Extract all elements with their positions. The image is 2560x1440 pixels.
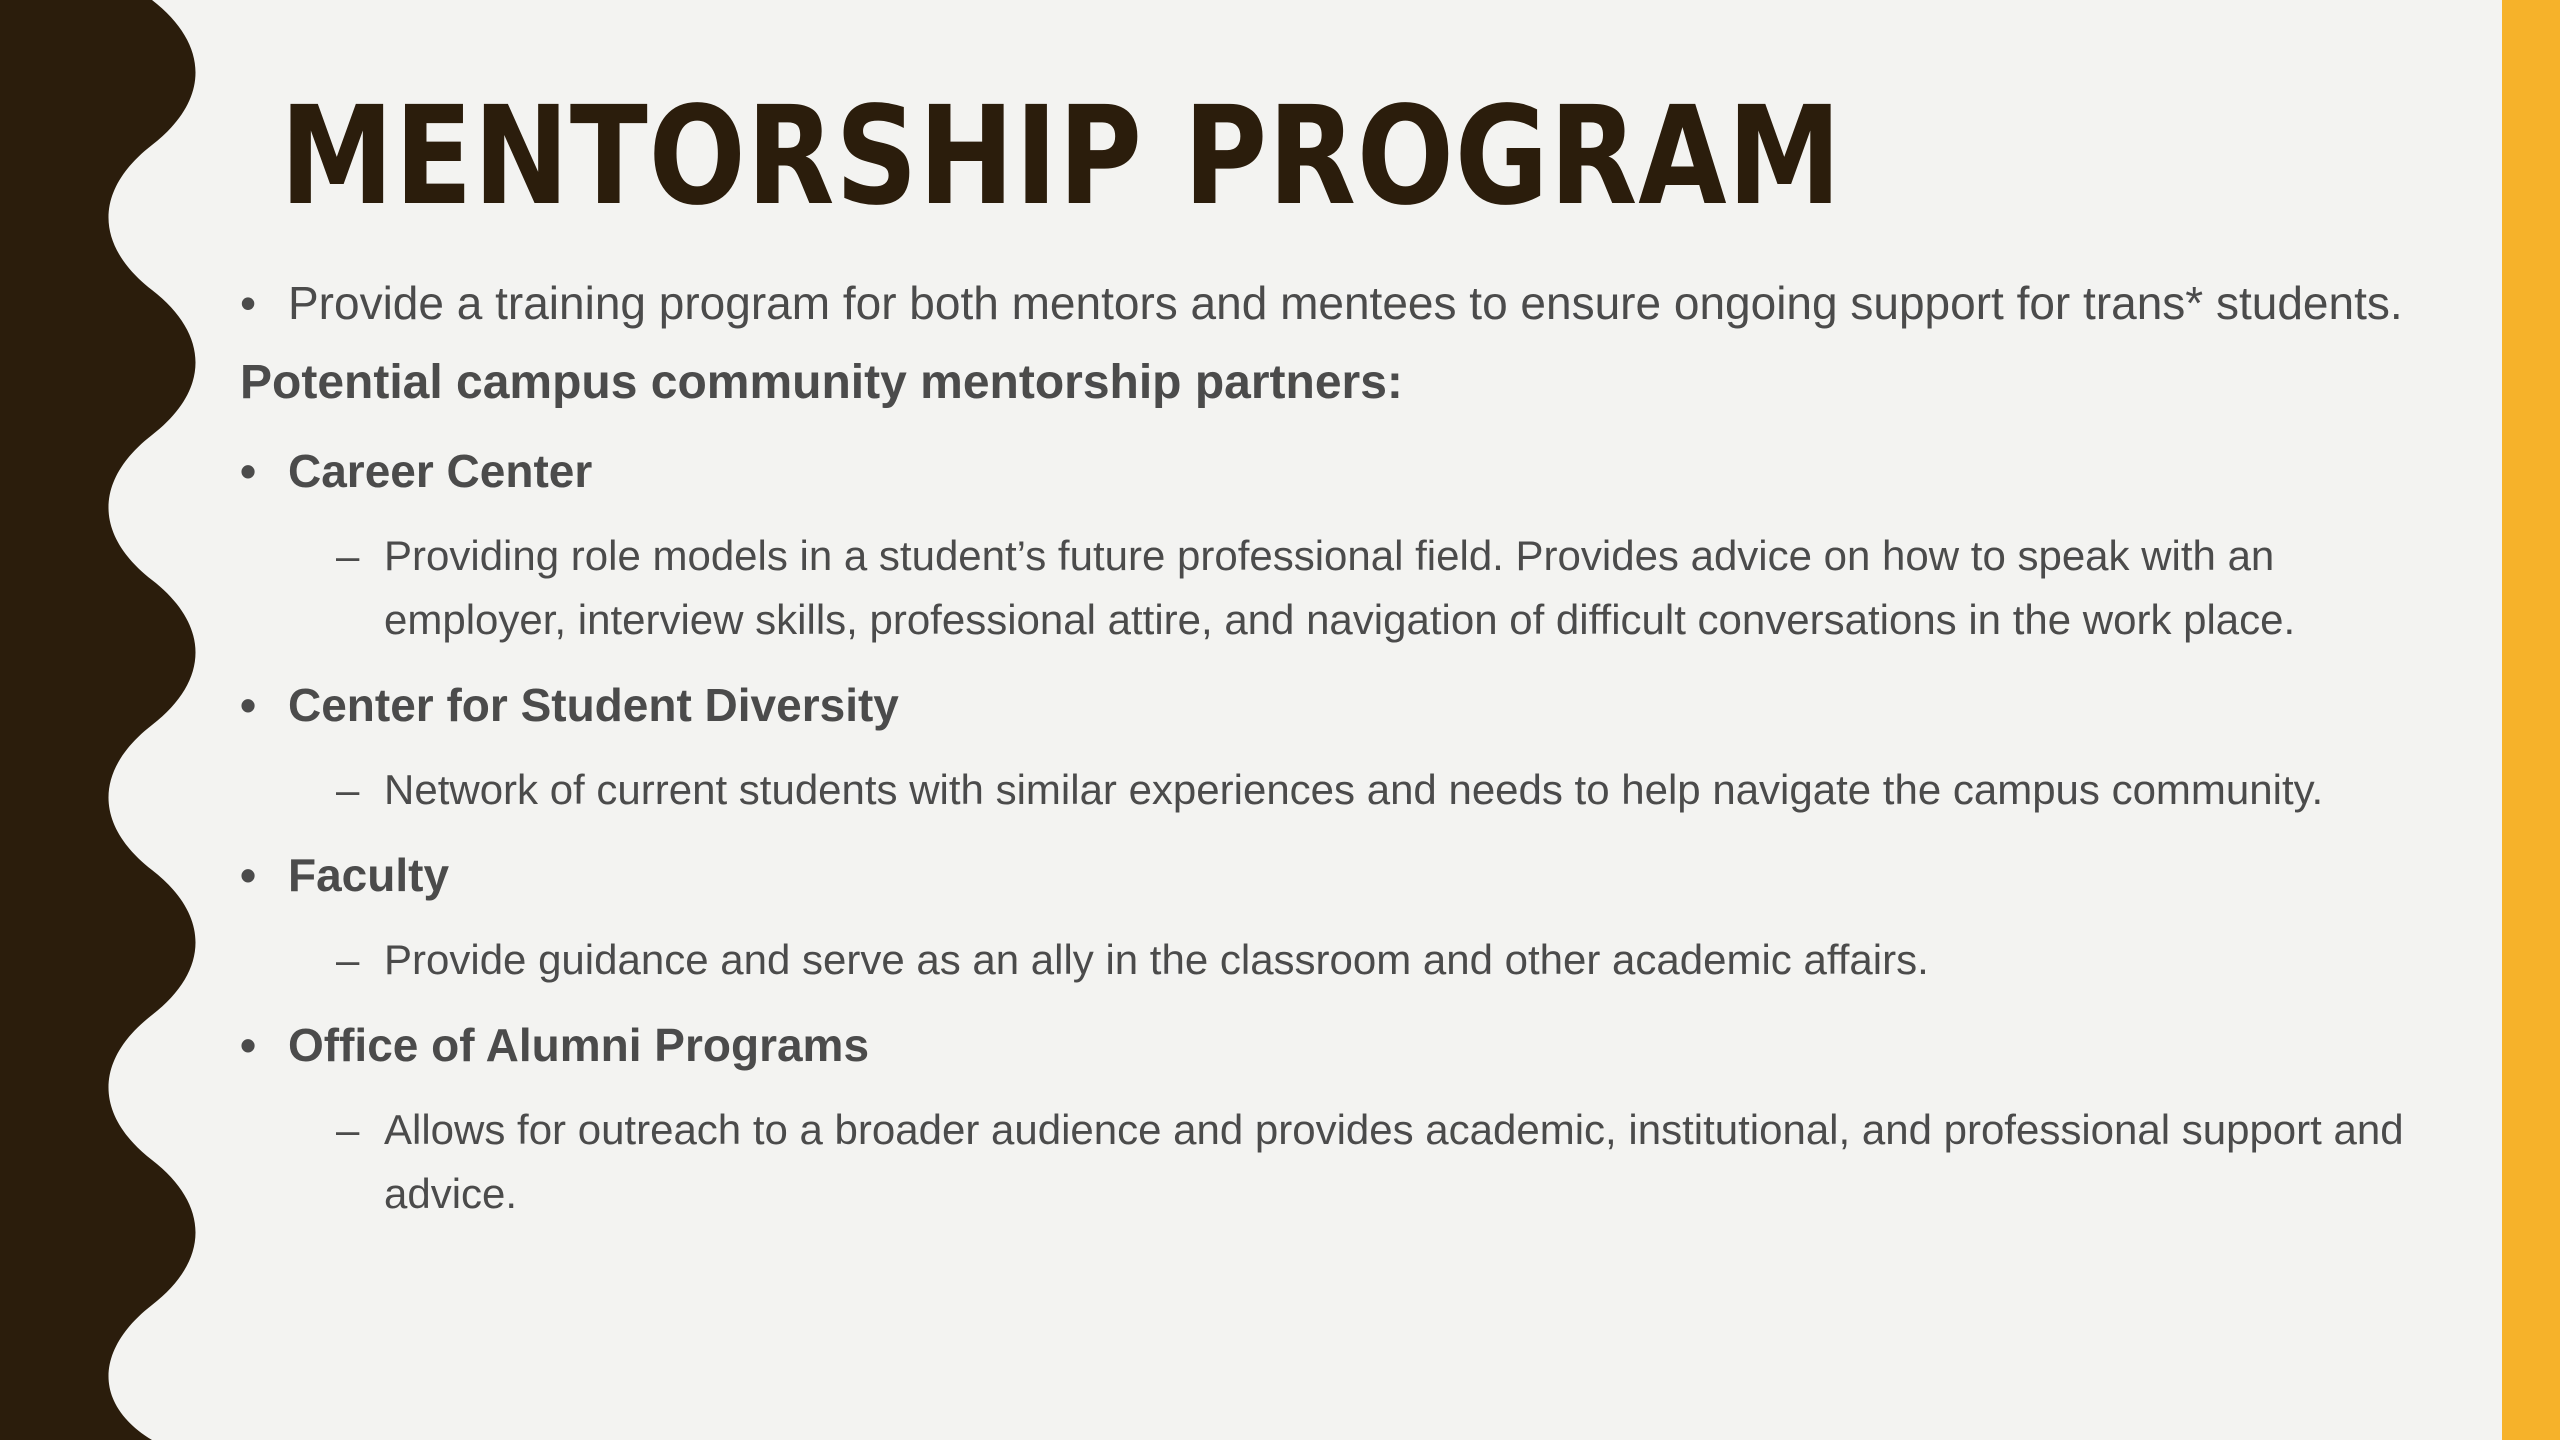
bullet-dot: •: [240, 277, 257, 329]
partner-description: [240, 928, 2450, 992]
partner-name: Center for Student Diversity: [288, 679, 899, 731]
bullet-dot: •: [240, 445, 257, 497]
partner-name: Career Center: [288, 445, 593, 497]
bullet-dot: •: [240, 679, 257, 731]
left-wave-band: [0, 0, 200, 1440]
dash-marker: –: [336, 936, 360, 983]
partners-heading: Potential campus community mentorship partners:: [240, 356, 1403, 409]
partner-description-text: Providing role models in a student’s future professional field. Provides advice on how to speak with an employer, interview skills, professional attire, and navigation of difficult conversations in the work place.: [384, 532, 2296, 643]
slide-title: MENTORSHIP PROGRAM: [280, 78, 1842, 236]
dash-marker: –: [336, 766, 360, 813]
partner-description: [240, 1098, 2450, 1226]
intro-bullet: [240, 268, 2450, 338]
slide-body: [240, 268, 2450, 1244]
dash-marker: –: [336, 532, 360, 579]
partner-heading: [240, 1010, 2450, 1080]
partner-description: [240, 524, 2450, 652]
bullet-dot: •: [240, 849, 257, 901]
intro-bullet-text: Provide a training program for both mentors and mentees to ensure ongoing support for trans* students.: [288, 277, 2403, 329]
partner-heading: [240, 436, 2450, 506]
right-accent-bar: [2502, 0, 2560, 1440]
dash-marker: –: [336, 1106, 360, 1153]
bullet-dot: •: [240, 1019, 257, 1071]
partner-heading: [240, 840, 2450, 910]
partner-description-text: Network of current students with similar experiences and needs to help navigate the campus community.: [384, 766, 2324, 813]
partner-description-text: Provide guidance and serve as an ally in the classroom and other academic affairs.: [384, 936, 1929, 983]
partner-name: Faculty: [288, 849, 450, 901]
partner-description: [240, 758, 2450, 822]
partner-heading: [240, 670, 2450, 740]
wave-shape: [0, 0, 196, 1440]
partner-name: Office of Alumni Programs: [288, 1019, 870, 1071]
partner-description-text: Allows for outreach to a broader audience and provides academic, institutional, and professional support and advice.: [384, 1106, 2404, 1217]
